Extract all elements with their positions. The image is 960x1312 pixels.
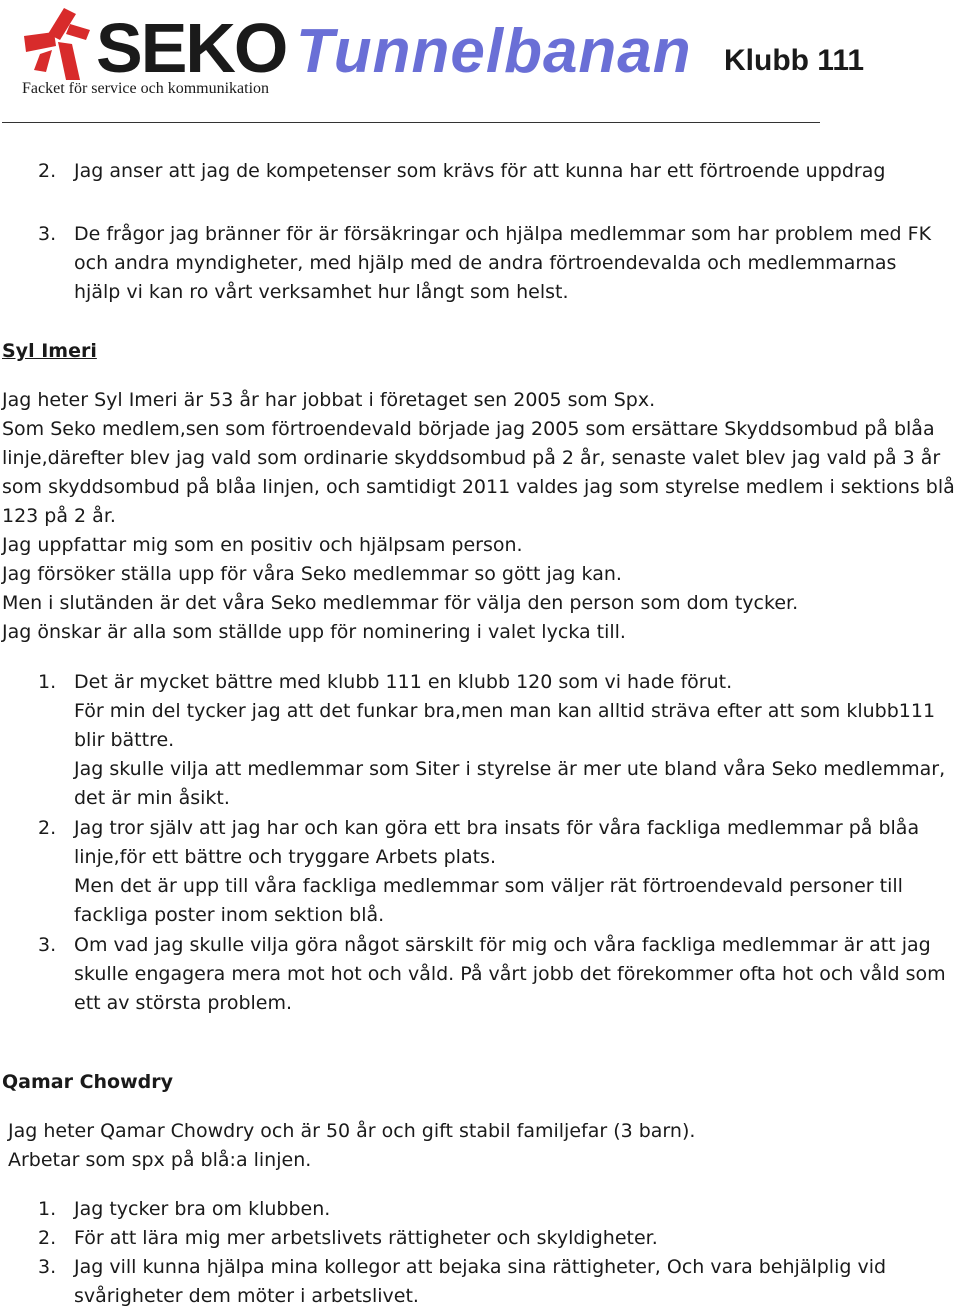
list-item-text: Jag tycker bra om klubben. — [74, 1198, 331, 1220]
list-number: 3. — [38, 934, 57, 956]
list-item-text: Det är mycket bättre med klubb 111 en klubb 120 som vi hade förut. — [74, 671, 733, 693]
list-number: 3. — [38, 1256, 57, 1278]
list-item-text: För min del tycker jag att det funkar bra,men man kan alltid sträva efter att som klubb111 — [74, 700, 936, 722]
list-item-text: Men det är upp till våra fackliga medlemmar som väljer rät förtroendevald personer till — [74, 875, 903, 897]
list-item-text: Jag anser att jag de kompetenser som krävs för att kunna har ett förtroende uppdrag — [74, 160, 886, 182]
list-item-text: hjälp vi kan ro vårt verksamhet hur långt som helst. — [74, 281, 569, 303]
paragraph-line: Jag uppfattar mig som en positiv och hjälpsam person. — [2, 534, 523, 556]
paragraph-line: 123 på 2 år. — [2, 505, 116, 527]
candidate-name: Syl Imeri — [2, 340, 97, 362]
seko-logo-icon — [20, 6, 94, 82]
list-item-text: Jag tror själv att jag har och kan göra ett bra insats för våra fackliga medlemmar på blåa — [74, 817, 920, 839]
paragraph-line: Jag önskar är alla som ställde upp för nominering i valet lycka till. — [2, 621, 626, 643]
paragraph-line: Som Seko medlem,sen som förtroendevald började jag 2005 som ersättare Skyddsombud på blåa — [2, 418, 935, 440]
list-item-text: Om vad jag skulle vilja göra något särskilt för mig och våra fackliga medlemmar är att jag — [74, 934, 931, 956]
list-item-text: ett av största problem. — [74, 992, 293, 1014]
list-item-text: skulle engagera mera mot hot och våld. På vårt jobb det förekommer ofta hot och våld som — [74, 963, 946, 985]
section-title: Tunnelbanan — [296, 17, 692, 86]
letterhead — [0, 0, 960, 128]
list-number: 2. — [38, 817, 57, 839]
header-divider — [2, 122, 820, 123]
club-name: Klubb 111 — [724, 44, 865, 77]
paragraph-line: som skyddsombud på blåa linjen, och samtidigt 2011 valdes jag som styrelse medlem i sektions blå — [2, 476, 955, 498]
brand-name: SEKO — [96, 9, 287, 87]
paragraph-line: Jag försöker ställa upp för våra Seko medlemmar so gött jag kan. — [2, 563, 622, 585]
list-number: 3. — [38, 223, 57, 245]
brand-tagline: Facket för service och kommunikation — [22, 80, 270, 97]
list-item-text: svårigheter dem möter i arbetslivet. — [74, 1285, 419, 1307]
paragraph-line: linje,därefter blev jag vald som ordinarie skyddsombud på 2 år, senaste valet blev jag vald på 3 år — [2, 447, 941, 469]
list-number: 2. — [38, 160, 57, 182]
list-number: 1. — [38, 671, 57, 693]
list-item-text: De frågor jag bränner för är försäkringar och hjälpa medlemmar som har problem med FK — [74, 223, 932, 245]
paragraph-line: Jag heter Syl Imeri är 53 år har jobbat i företaget sen 2005 som Spx. — [2, 389, 656, 411]
list-item-text: Jag vill kunna hjälpa mina kollegor att bejaka sina rättigheter, Och vara behjälplig vid — [74, 1256, 887, 1278]
list-item-text: För att lära mig mer arbetslivets rättigheter och skyldigheter. — [74, 1227, 658, 1249]
paragraph-line: Arbetar som spx på blå:a linjen. — [8, 1149, 312, 1171]
paragraph-line: Jag heter Qamar Chowdry och är 50 år och gift stabil familjefar (3 barn). — [8, 1120, 696, 1142]
list-item-text: fackliga poster inom sektion blå. — [74, 904, 385, 926]
list-number: 2. — [38, 1227, 57, 1249]
list-number: 1. — [38, 1198, 57, 1220]
candidate-name: Qamar Chowdry — [2, 1071, 174, 1093]
list-item-text: och andra myndigheter, med hjälp med de andra förtroendevalda och medlemmarnas — [74, 252, 897, 274]
paragraph-line: Men i slutänden är det våra Seko medlemmar för välja den person som dom tycker. — [2, 592, 799, 614]
list-item-text: blir bättre. — [74, 729, 175, 751]
list-item-text: Jag skulle vilja att medlemmar som Siter i styrelse är mer ute bland våra Seko medlemmar, — [74, 758, 946, 780]
list-item-text: linje,för ett bättre och tryggare Arbets plats. — [74, 846, 496, 868]
list-item-text: det är min åsikt. — [74, 787, 230, 809]
